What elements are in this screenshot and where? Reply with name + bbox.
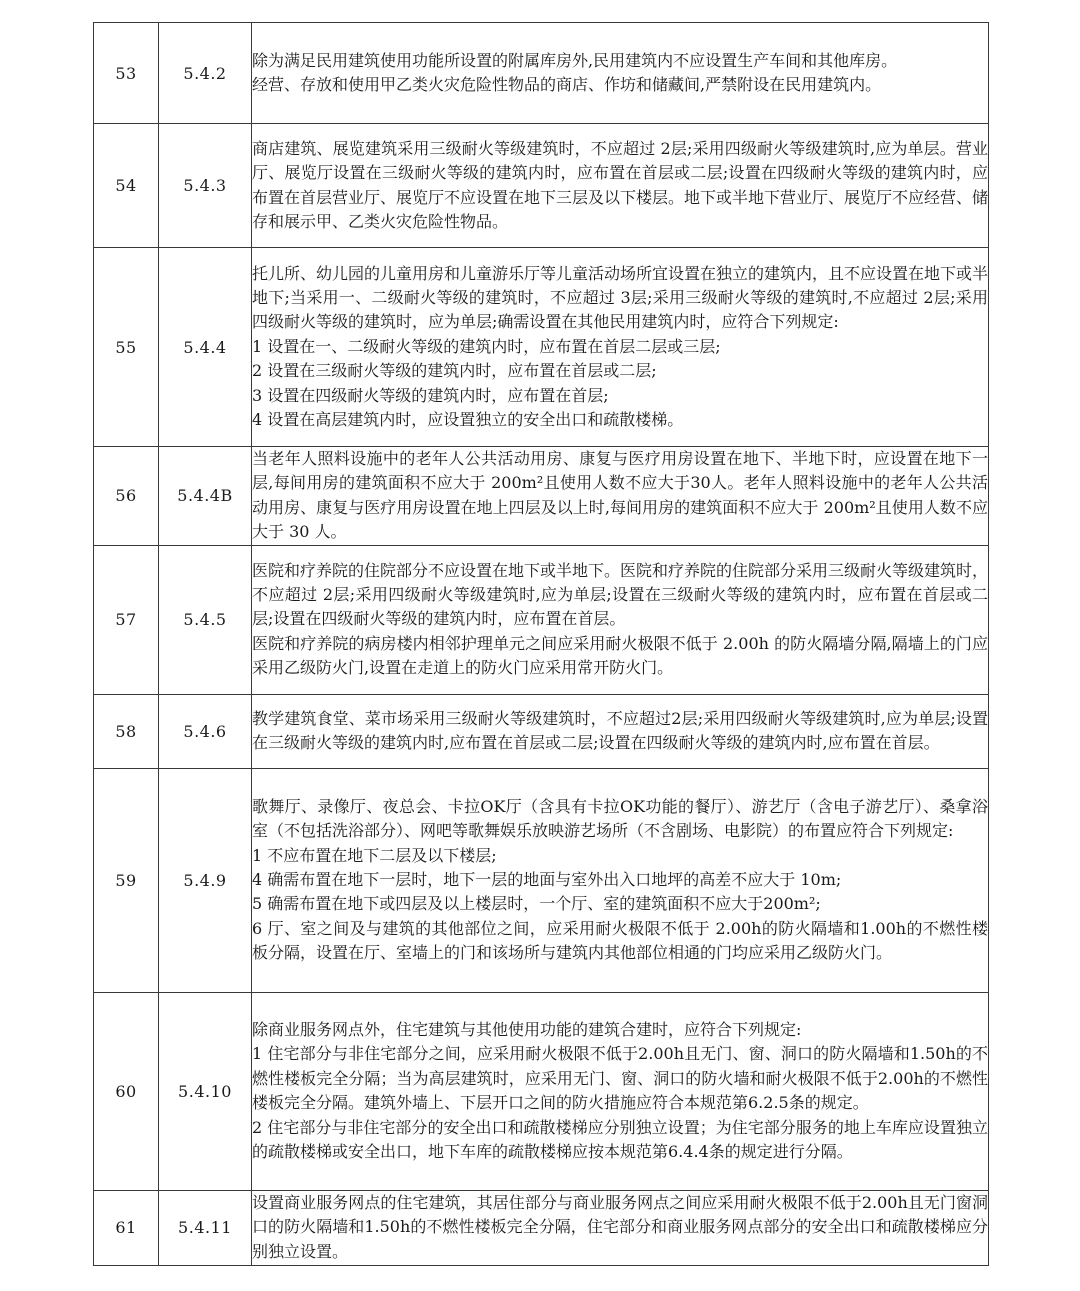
clause-paragraph: 设置商业服务网点的住宅建筑，其居住部分与商业服务网点之间应采用耐火极限不低于2.00h且无门窗洞口的防火隔墙和1.50h的不燃性楼板完全分隔，住宅部分和商业服务网点部分的安全出口和疏散楼梯应分别独立设置。	[252, 1193, 988, 1261]
clause-content	[252, 1190, 989, 1265]
clause-paragraph: 4 设置在高层建筑内时，应设置独立的安全出口和疏散楼梯。	[252, 410, 684, 430]
clause-paragraph: 商店建筑、展览建筑采用三级耐火等级建筑时，不应超过 2层;采用四级耐火等级建筑时,应为单层。营业厅、展览厅设置在三级耐火等级的建筑内时，应布置在首层或二层;设置在四级耐火等级的建筑内时，应布置在首层营业厅、展览厅不应设置在地下三层及以下楼层。地下或半地下营业厅、展览厅不应经营、储存和展示甲、乙类火灾危险性物品。	[252, 138, 989, 231]
table-row	[94, 545, 989, 694]
clause-paragraph: 教学建筑食堂、菜市场采用三级耐火等级建筑时，不应超过2层;采用四级耐火等级建筑时,应为单层;设置在三级耐火等级的建筑内时,应布置在首层或二层;设置在四级耐火等级的建筑内时,应布置在首层。	[252, 708, 988, 753]
clause-paragraph: 1 住宅部分与非住宅部分之间，应采用耐火极限不低于2.00h且无门、窗、洞口的防火隔墙和1.50h的不燃性楼板完全分隔；当为高层建筑时，应采用无门、窗、洞口的防火墙和耐火极限不低于2.00h的不燃性楼板完全分隔。建筑外墙上、下层开口之间的防火措施应符合本规范第6.2.5条的规定。	[252, 1044, 988, 1113]
clause-paragraph: 6 厅、室之间及与建筑的其他部位之间，应采用耐火极限不低于 2.00h的防火隔墙和1.00h的不燃性楼板分隔，设置在厅、室墙上的门和该场所与建筑内其他部位相通的门均应采用乙级防火门。	[252, 918, 988, 963]
clause-paragraph: 2 设置在三级耐火等级的建筑内时，应布置在首层或二层;	[252, 361, 657, 381]
row-number: 57	[94, 545, 159, 694]
row-number: 54	[94, 124, 159, 248]
clause-content	[252, 447, 989, 546]
clause-number: 5.4.10	[159, 992, 252, 1190]
clause-number: 5.4.2	[159, 23, 252, 124]
table-row	[94, 23, 989, 124]
clause-paragraph: 医院和疗养院的病房楼内相邻护理单元之间应采用耐火极限不低于 2.00h 的防火隔墙分隔,隔墙上的门应采用乙级防火门,设置在走道上的防火门应采用常开防火门。	[252, 633, 988, 678]
clause-paragraph: 5 确需布置在地下或四层及以上楼层时，一个厅、室的建筑面积不应大于200m²;	[252, 894, 821, 914]
clause-paragraph: 医院和疗养院的住院部分不应设置在地下或半地下。医院和疗养院的住院部分采用三级耐火等级建筑时，不应超过 2层;采用四级耐火等级建筑时,应为单层;设置在三级耐火等级的建筑内时，应布置在首层或二层;设置在四级耐火等级的建筑内时，应布置在首层。	[252, 560, 989, 629]
table-row	[94, 694, 989, 768]
clause-number: 5.4.4	[159, 248, 252, 447]
table-body	[94, 23, 989, 1266]
clause-content	[252, 545, 989, 694]
clause-number: 5.4.5	[159, 545, 252, 694]
clause-paragraph: 2 住宅部分与非住宅部分的安全出口和疏散楼梯应分别独立设置；为住宅部分服务的地上车库应设置独立的疏散楼梯或安全出口，地下车库的疏散楼梯应按本规范第6.4.4条的规定进行分隔。	[252, 1117, 988, 1161]
row-number: 55	[94, 248, 159, 447]
clause-paragraph: 除为满足民用建筑使用功能所设置的附属库房外,民用建筑内不应设置生产车间和其他库房。	[252, 50, 898, 70]
row-number: 60	[94, 992, 159, 1190]
regulation-table	[93, 22, 989, 1266]
clause-paragraph: 当老年人照料设施中的老年人公共活动用房、康复与医疗用房设置在地下、半地下时，应设置在地下一层,每间用房的建筑面积不应大于 200m²且使用人数不应大于30人。老年人照料设施中的老年人公共活动用房、康复与医疗用房设置在地上四层及以上时,每间用房的建筑面积不应大于 200m²且使用人数不应大于 30 人。	[252, 449, 988, 542]
clause-content	[252, 248, 989, 447]
clause-paragraph: 歌舞厅、录像厅、夜总会、卡拉OK厅（含具有卡拉OK功能的餐厅）、游艺厅（含电子游艺厅）、桑拿浴室（不包括洗浴部分）、网吧等歌舞娱乐放映游艺场所（不含剧场、电影院）的布置应符合下列规定:	[252, 796, 988, 841]
clause-content	[252, 23, 989, 124]
clause-number: 5.4.9	[159, 768, 252, 992]
row-number: 61	[94, 1190, 159, 1265]
clause-paragraph: 除商业服务网点外，住宅建筑与其他使用功能的建筑合建时，应符合下列规定:	[252, 1019, 802, 1039]
table-row	[94, 124, 989, 248]
row-number: 58	[94, 694, 159, 768]
clause-paragraph: 1 设置在一、二级耐火等级的建筑内时，应布置在首层二层或三层;	[252, 336, 721, 356]
row-number: 53	[94, 23, 159, 124]
table-row	[94, 1190, 989, 1265]
table-row	[94, 768, 989, 992]
row-number: 59	[94, 768, 159, 992]
clause-paragraph: 托儿所、幼儿园的儿童用房和儿童游乐厅等儿童活动场所宜设置在独立的建筑内，且不应设置在地下或半地下;当采用一、二级耐火等级的建筑时，不应超过 3层;采用三级耐火等级的建筑时,不应超过 2层;采用四级耐火等级的建筑时，应为单层;确需设置在其他民用建筑内时，应符合下列规定:	[252, 263, 989, 332]
row-number: 56	[94, 447, 159, 546]
clause-content	[252, 124, 989, 248]
clause-paragraph: 1 不应布置在地下二层及以下楼层;	[252, 845, 497, 865]
clause-number: 5.4.11	[159, 1190, 252, 1265]
clause-paragraph: 3 设置在四级耐火等级的建筑内时，应布置在首层;	[252, 385, 609, 405]
clause-number: 5.4.3	[159, 124, 252, 248]
clause-paragraph: 经营、存放和使用甲乙类火灾危险性物品的商店、作坊和储藏间,严禁附设在民用建筑内。	[252, 75, 882, 94]
clause-content	[252, 768, 989, 992]
clause-paragraph: 4 确需布置在地下一层时，地下一层的地面与室外出入口地坪的高差不应大于 10m;	[252, 869, 842, 889]
clause-number: 5.4.6	[159, 694, 252, 768]
table-row	[94, 248, 989, 447]
clause-content	[252, 694, 989, 768]
clause-number: 5.4.4B	[159, 447, 252, 546]
table-row	[94, 447, 989, 546]
clause-content	[252, 992, 989, 1190]
table-row	[94, 992, 989, 1190]
